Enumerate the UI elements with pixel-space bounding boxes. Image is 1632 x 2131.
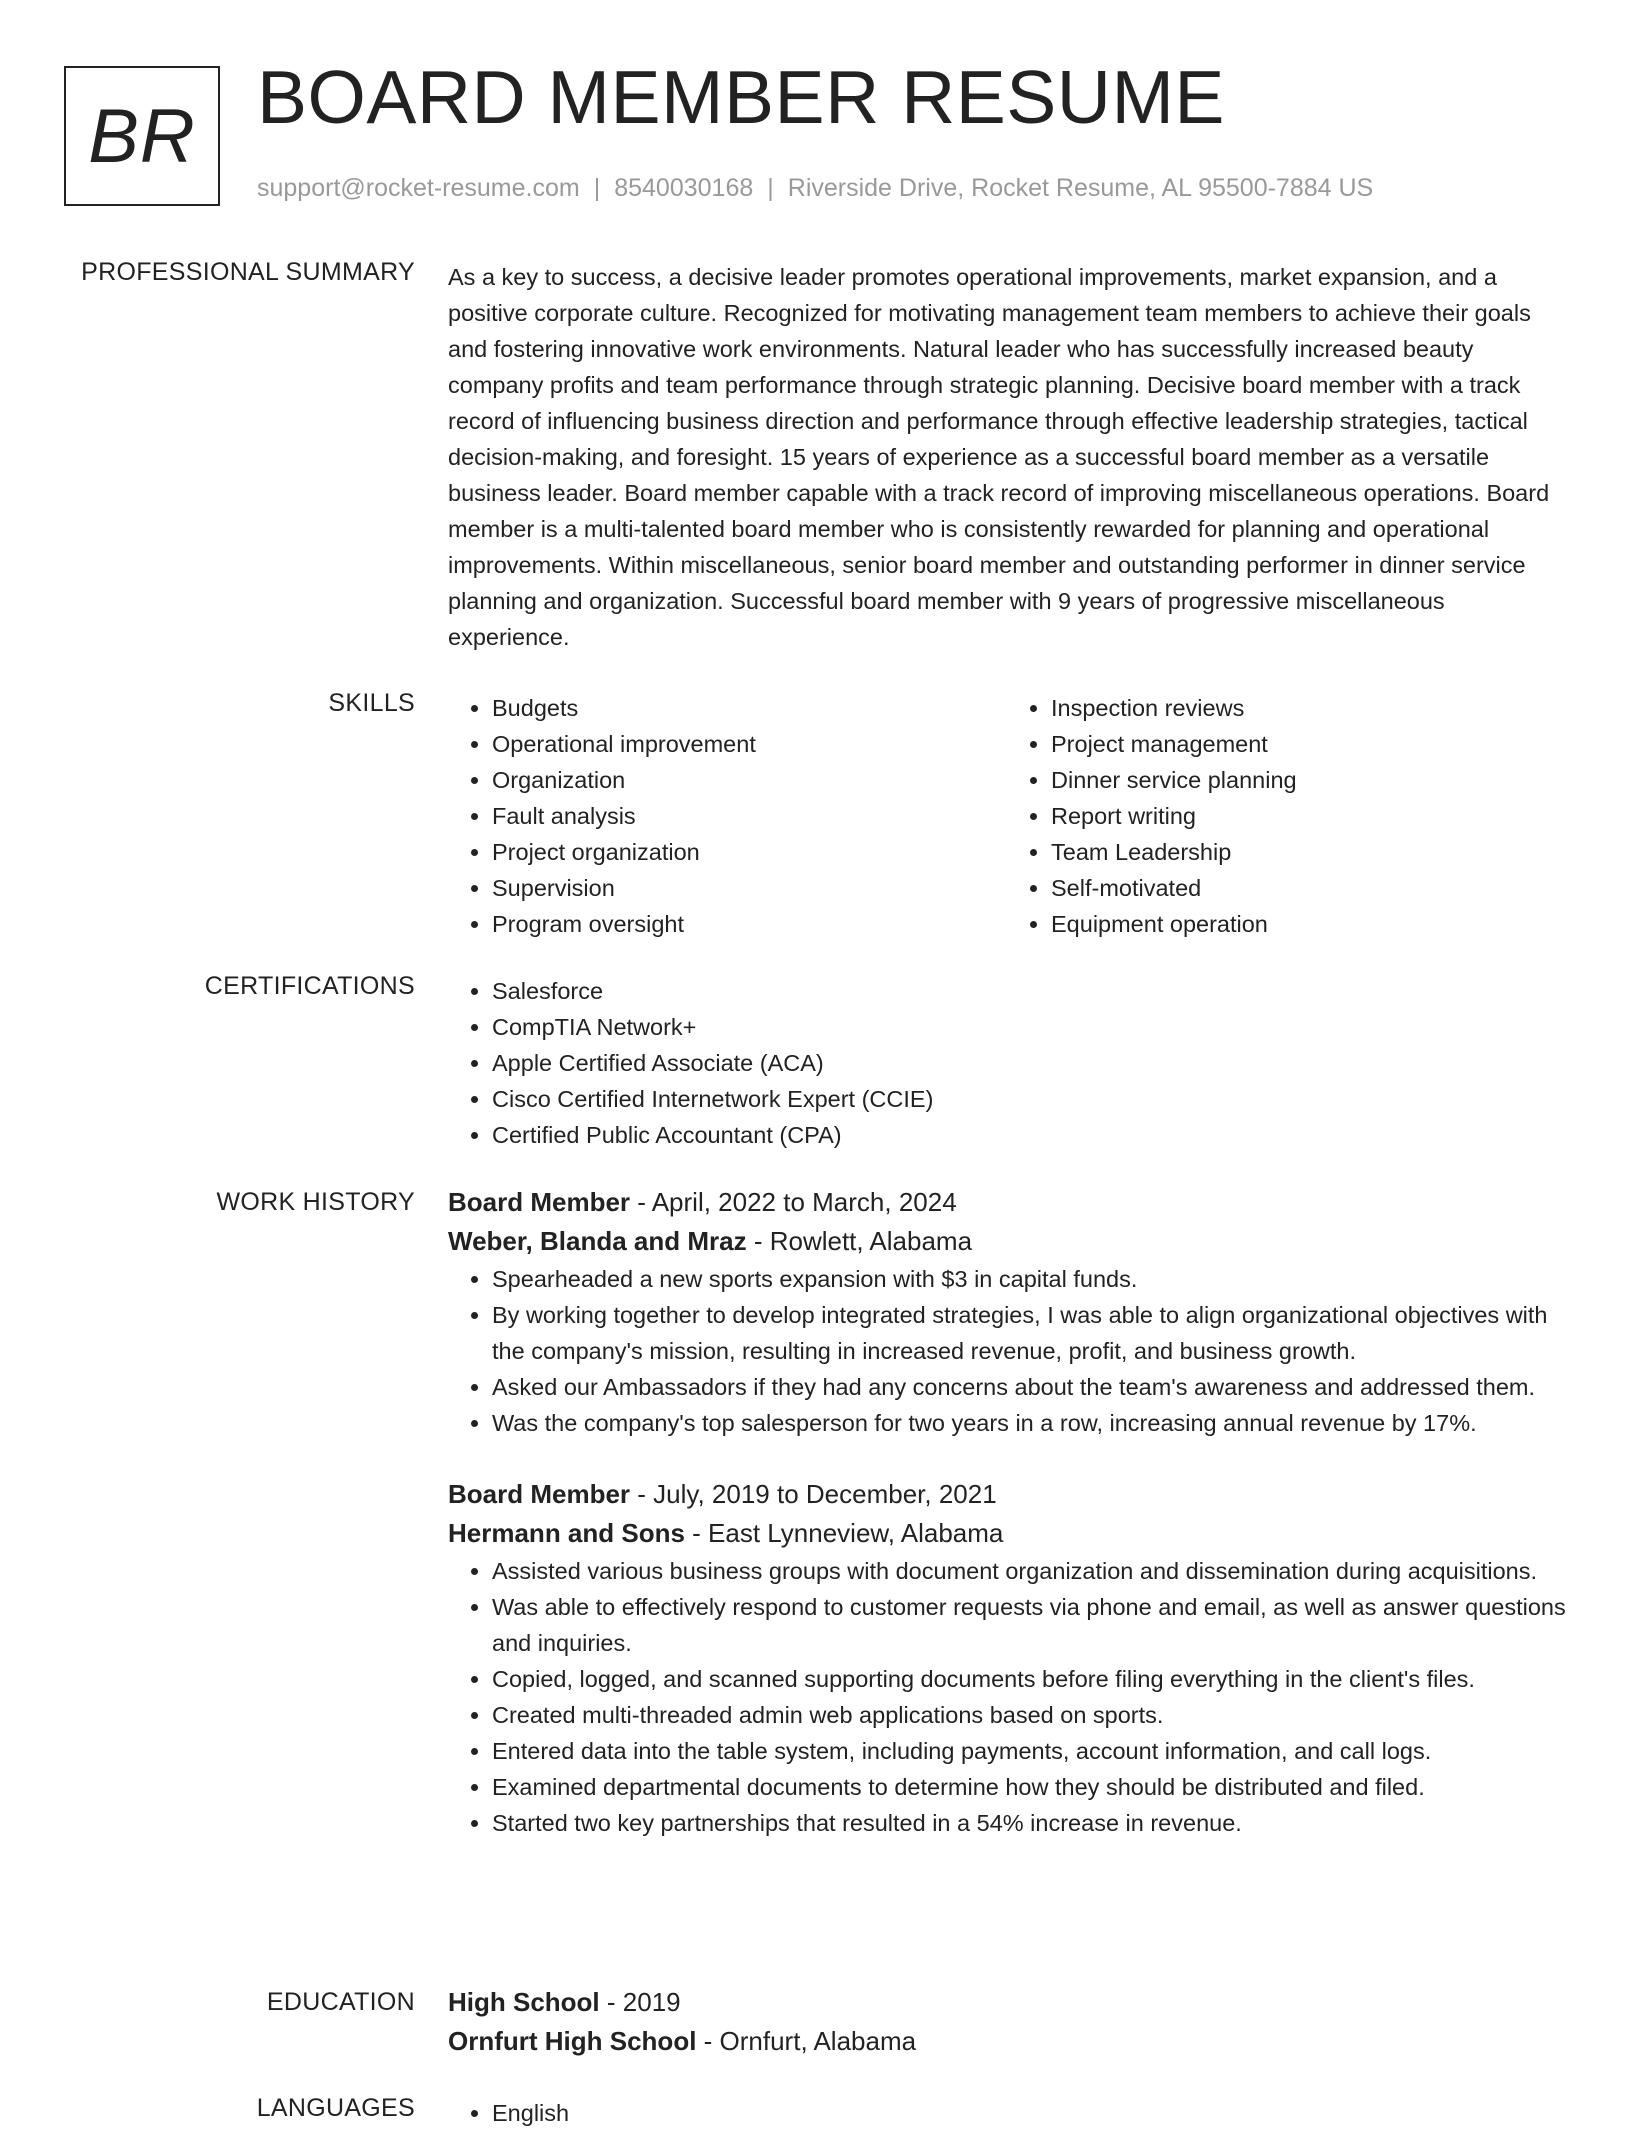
job-entry [448, 1183, 1566, 1441]
contact-email: support@rocket-resume.com [257, 174, 580, 202]
education-degree: High School [448, 1987, 600, 2017]
job-location: Rowlett, Alabama [769, 1226, 973, 1256]
skill-item: • Program oversight [492, 906, 1007, 942]
education-school: Ornfurt High School [448, 2026, 697, 2056]
job-location: East Lynneview, Alabama [708, 1518, 1004, 1548]
skill-item: • Project management [1051, 726, 1566, 762]
job-bullet: • Examined departmental documents to determine how they should be distributed and filed. [492, 1769, 1566, 1805]
job-title-line: Board Member - April, 2022 to March, 2024 [448, 1187, 957, 1217]
contact-line [257, 174, 1373, 203]
job-dates: July, 2019 to December, 2021 [653, 1479, 997, 1509]
job-bullet: • Entered data into the table system, including payments, account information, and call logs. [492, 1733, 1566, 1769]
education-year: 2019 [622, 1987, 681, 2017]
skill-item: • Inspection reviews [1051, 690, 1566, 726]
skills-list [448, 690, 1566, 942]
summary-text: As a key to success, a decisive leader promotes operational improvements, market expansion, and a positive corporate culture. Recognized for motivating management team members to achieve their goals and fostering innovative work environments. Natural leader who has successfully increased beauty company profits and team performance through strategic planning. Decisive board member with a track record of influencing business direction and performance through effective leadership strategies, tactical decision-making, and foresight. 15 years of experience as a successful board member as a versatile business leader. Board member capable with a track record of improving miscellaneous operations. Board member is a multi-talented board member who is consistently rewarded for planning and operational improvements. Within miscellaneous, senior board member and outstanding performer in dinner service planning and organization. Successful board member with 9 years of progressive miscellaneous experience. [448, 264, 1550, 650]
contact-address: Riverside Drive, Rocket Resume, AL 95500-7884 US [787, 174, 1374, 202]
job-bullet: • Created multi-threaded admin web applications based on sports. [492, 1697, 1566, 1733]
skill-item: • Project organization [492, 834, 1007, 870]
job-title: Board Member [448, 1187, 631, 1217]
languages-heading: LANGUAGES [256, 2094, 415, 2122]
skill-item: • Team Leadership [1051, 834, 1566, 870]
skills-heading: SKILLS [328, 689, 415, 717]
job-bullet: • Started two key partnerships that resulted in a 54% increase in revenue. [492, 1805, 1566, 1841]
job-bullet: • Copied, logged, and scanned supporting documents before filing everything in the client's files. [492, 1661, 1566, 1697]
summary-heading: PROFESSIONAL SUMMARY [81, 258, 415, 286]
job-entry [448, 1475, 1566, 1841]
summary-body [448, 259, 1566, 655]
job-bullet: • Spearheaded a new sports expansion with $3 in capital funds. [492, 1261, 1566, 1297]
job-company: Weber, Blanda and Mraz [448, 1226, 747, 1256]
education-heading: EDUCATION [266, 1988, 415, 2016]
certification-item: • Cisco Certified Internetwork Expert (CCIE) [492, 1081, 1566, 1117]
education-school-line: Ornfurt High School - Ornfurt, Alabama [448, 2026, 917, 2056]
skill-item: • Supervision [492, 870, 1007, 906]
skill-item: • Self-motivated [1051, 870, 1566, 906]
certifications-heading: CERTIFICATIONS [204, 972, 415, 1000]
certification-item: • Certified Public Accountant (CPA) [492, 1117, 1566, 1153]
job-company-line: Hermann and Sons - East Lynneview, Alabama [448, 1518, 1004, 1548]
job-company: Hermann and Sons [448, 1518, 685, 1548]
skill-item: • Operational improvement [492, 726, 1007, 762]
skill-item: • Equipment operation [1051, 906, 1566, 942]
languages-list [448, 2095, 1566, 2131]
job-company-line: Weber, Blanda and Mraz - Rowlett, Alabama [448, 1226, 973, 1256]
job-bullets [448, 1553, 1566, 1841]
work-history-body [448, 1183, 1566, 1875]
certification-item: • CompTIA Network+ [492, 1009, 1566, 1045]
skill-item: • Report writing [1051, 798, 1566, 834]
job-bullet: • Was the company's top salesperson for two years in a row, increasing annual revenue by 17%. [492, 1405, 1566, 1441]
job-bullet: • By working together to develop integrated strategies, I was able to align organizational objectives with the company's mission, resulting in increased revenue, profit, and business growth. [492, 1297, 1566, 1369]
education-body [448, 1983, 1566, 2061]
job-bullet: • Asked our Ambassadors if they had any concerns about the team's awareness and addressed them. [492, 1369, 1566, 1405]
contact-separator: | [767, 174, 774, 202]
skill-item: • Fault analysis [492, 798, 1007, 834]
education-location: Ornfurt, Alabama [719, 2026, 917, 2056]
skills-column-left [448, 690, 1007, 942]
certifications-list [448, 973, 1566, 1153]
monogram-logo: BR [64, 66, 220, 206]
job-title: Board Member [448, 1479, 631, 1509]
skill-item: • Budgets [492, 690, 1007, 726]
resume-title: BOARD MEMBER RESUME [257, 55, 1225, 139]
job-dates: April, 2022 to March, 2024 [651, 1187, 957, 1217]
contact-phone: 8540030168 [614, 174, 754, 202]
job-bullet: • Was able to effectively respond to customer requests via phone and email, as well as answer questions and inquiries. [492, 1589, 1566, 1661]
job-bullet: • Assisted various business groups with document organization and dissemination during acquisitions. [492, 1553, 1566, 1589]
job-bullets [448, 1261, 1566, 1441]
skills-column-right [1007, 690, 1566, 942]
skill-item: • Dinner service planning [1051, 762, 1566, 798]
contact-separator: | [593, 174, 601, 202]
certification-item: • Apple Certified Associate (ACA) [492, 1045, 1566, 1081]
work-history-heading: WORK HISTORY [216, 1188, 415, 1216]
certification-item: • Salesforce [492, 973, 1566, 1009]
education-degree-line: High School - 2019 [448, 1987, 681, 2017]
job-title-line: Board Member - July, 2019 to December, 2021 [448, 1479, 997, 1509]
language-item: • English [492, 2095, 1566, 2131]
skill-item: • Organization [492, 762, 1007, 798]
